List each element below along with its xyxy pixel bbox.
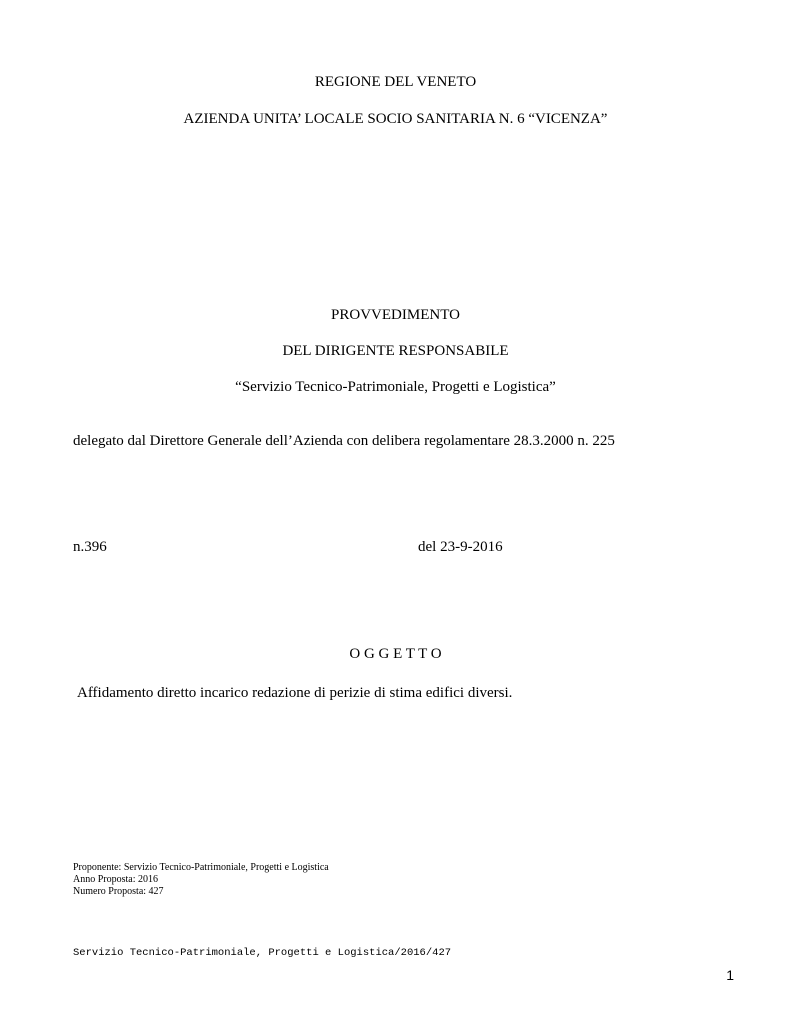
- proposal-number: Numero Proposta: 427: [73, 886, 164, 897]
- provision-title: PROVVEDIMENTO: [331, 307, 460, 323]
- delegation-text: delegato dal Direttore Generale dell’Azienda con delibera regolamentare 28.3.2000 n. 225: [73, 433, 615, 449]
- subject-heading: O G G E T T O: [349, 646, 442, 662]
- proponent-label: Proponente: Servizio Tecnico-Patrimoniale, Progetti e Logistica: [73, 862, 329, 873]
- page-number: 1: [726, 967, 734, 983]
- region-heading: REGIONE DEL VENETO: [314, 74, 477, 90]
- responsible-title: DEL DIRIGENTE RESPONSABILE: [282, 343, 509, 359]
- service-title: “Servizio Tecnico-Patrimoniale, Progetti e Logistica”: [235, 379, 556, 395]
- provision-date: del 23-9-2016: [418, 539, 503, 555]
- subject-text: Affidamento diretto incarico redazione di perizie di stima edifici diversi.: [77, 685, 513, 701]
- provision-number: n.396: [73, 539, 107, 555]
- proposal-year: Anno Proposta: 2016: [73, 874, 158, 885]
- footer-reference: Servizio Tecnico-Patrimoniale, Progetti e Logistica/2016/427: [73, 947, 452, 959]
- agency-heading: AZIENDA UNITA’ LOCALE SOCIO SANITARIA N. 6 “VICENZA”: [183, 111, 608, 127]
